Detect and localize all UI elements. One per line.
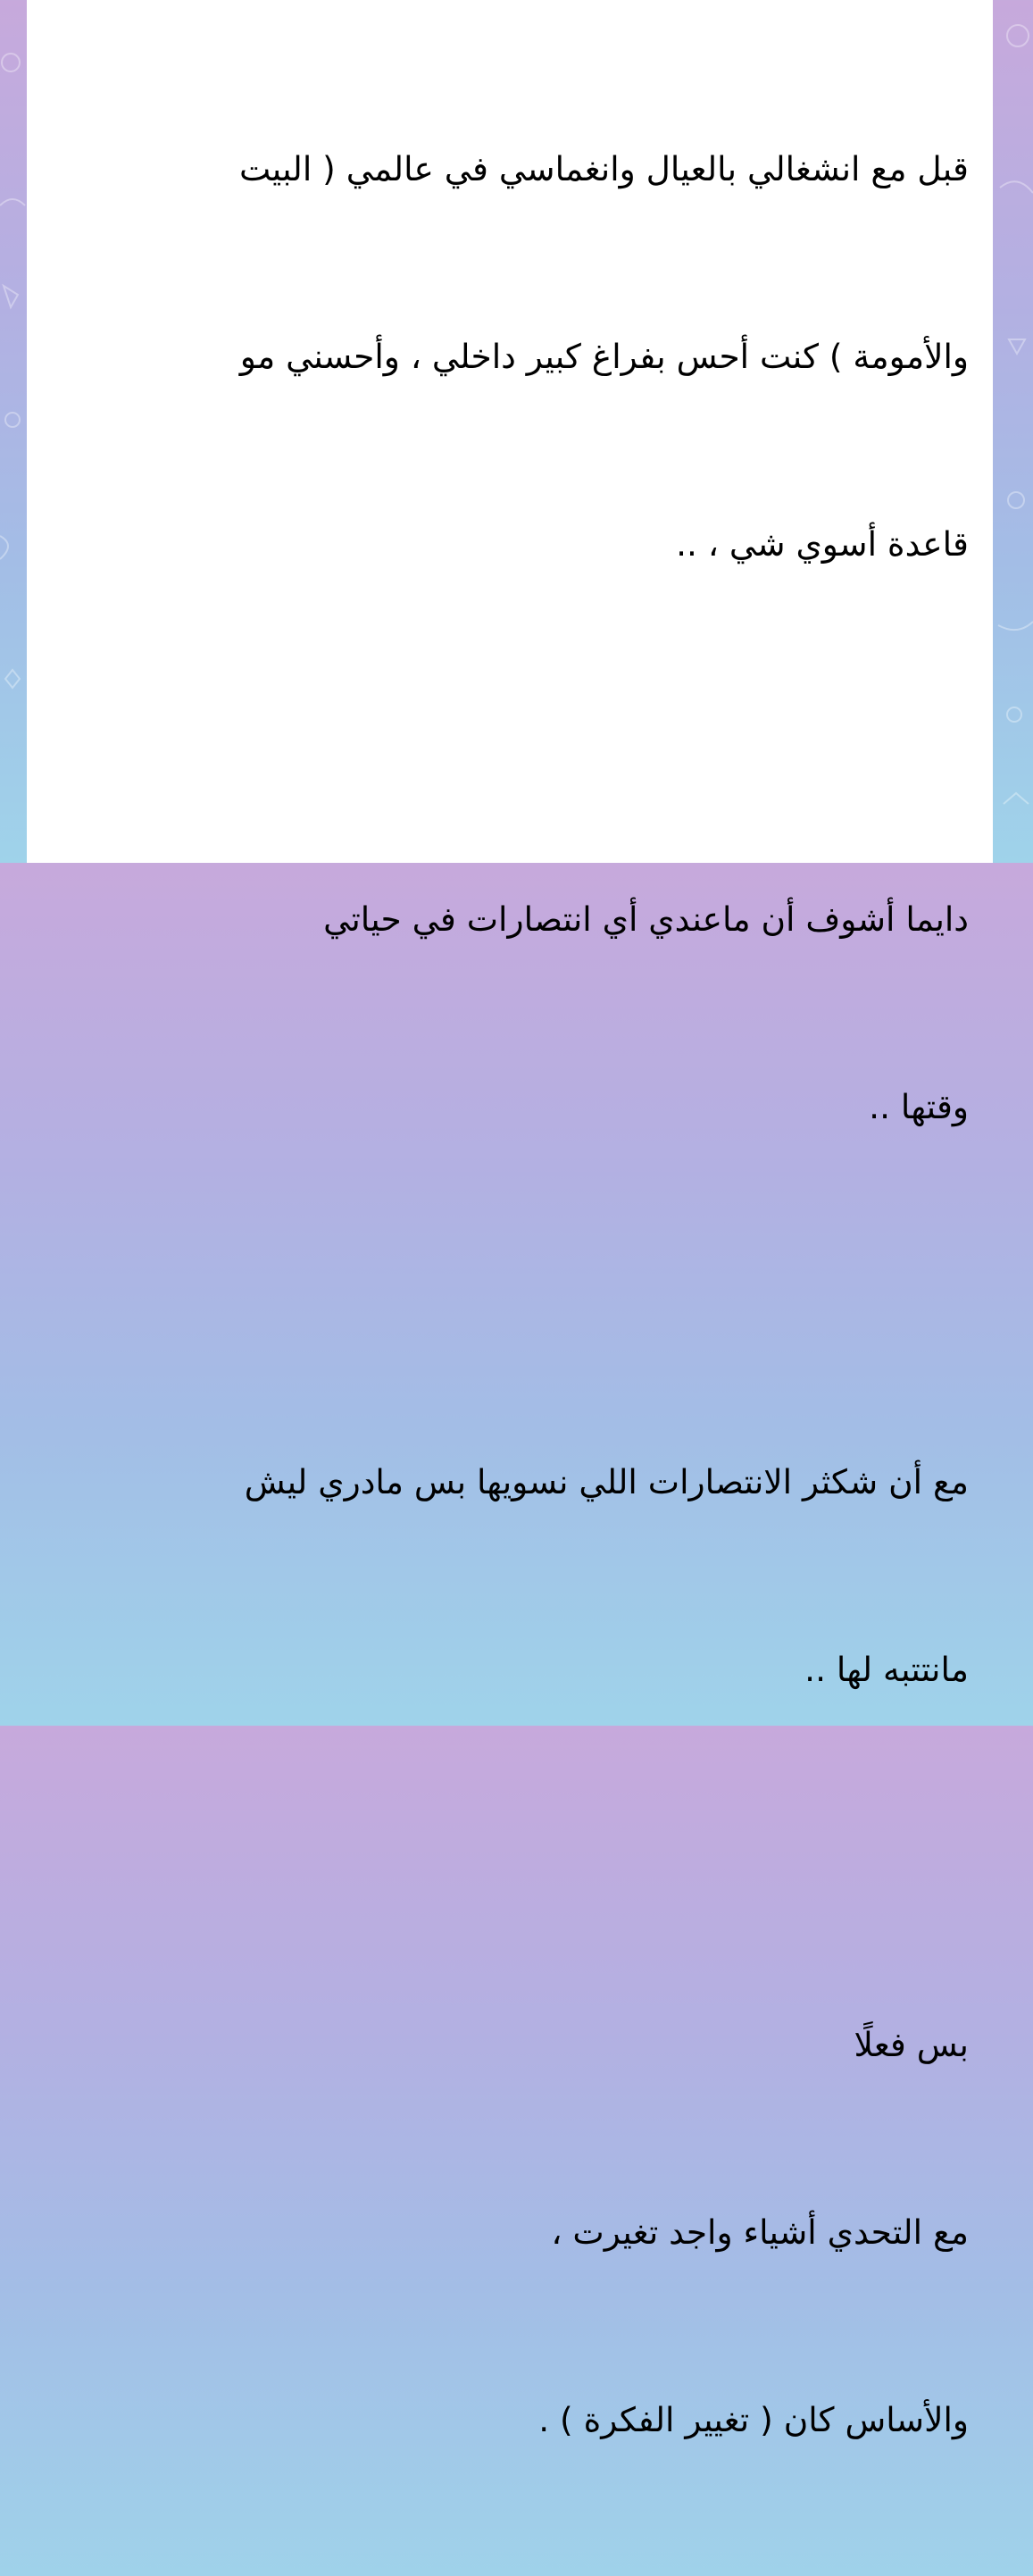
message-line: مع أن شكثر الانتصارات اللي نسويها بس مادري ليش xyxy=(244,1462,969,1501)
message-line: قاعدة أسوي شي ، .. xyxy=(676,524,969,564)
message-text xyxy=(49,13,969,2576)
message-line: مع التحدي أشياء واجد تغيرت ، xyxy=(551,2212,969,2252)
message-line: مانتتبه لها .. xyxy=(804,1650,969,1689)
message-line: والأساس كان ( تغيير الفكرة ) . xyxy=(538,2400,969,2439)
message-line: دايما أشوف أن ماعندي أي انتصارات في حياتي xyxy=(323,899,969,939)
message-line: قبل مع انشغالي بالعيال وانغماسي في عالمي ( البيت xyxy=(238,149,969,188)
message-line: والأمومة ) كنت أحس بفراغ كبير داخلي ، وأحسني مو xyxy=(239,337,969,376)
message-line: وقتها .. xyxy=(869,1087,969,1126)
message-blank-line xyxy=(49,1263,969,1326)
message-blank-line xyxy=(49,700,969,763)
message-blank-line xyxy=(49,1826,969,1888)
message-bubble[interactable] xyxy=(27,0,993,2439)
message-line: بس فعلًا xyxy=(854,2025,969,2064)
